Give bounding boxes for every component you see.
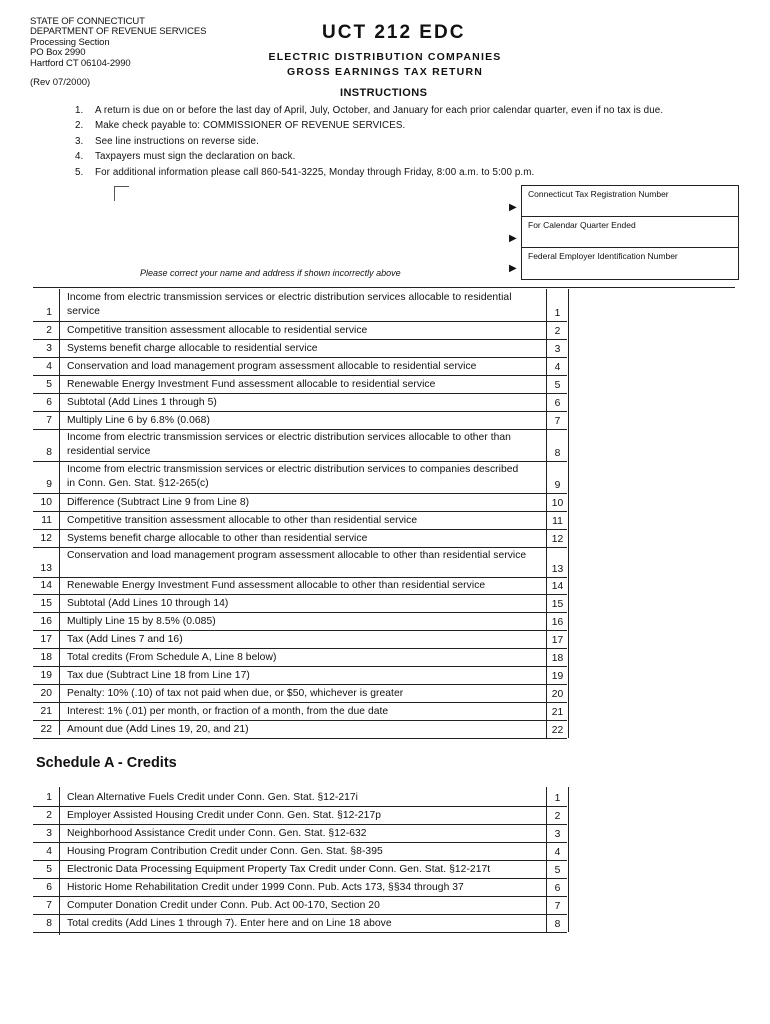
line-number: 20	[40, 688, 52, 699]
instruction-text: For additional information please call 860-541-3225, Monday through Friday, 8:00 a.m. to 5:00 p.m.	[95, 166, 535, 178]
box-number: 18	[551, 653, 564, 664]
amount-entry-field[interactable]	[546, 411, 569, 429]
instruction-number: 1.	[75, 105, 84, 116]
instruction-text: See line instructions on reverse side.	[95, 135, 259, 147]
line-description: Penalty: 10% (.10) of tax not paid when due, or $50, whichever is greater	[67, 688, 404, 699]
amount-entry-field[interactable]	[546, 612, 569, 630]
form-line-row	[33, 577, 567, 594]
line-number: 1	[46, 307, 52, 318]
agency-line: DEPARTMENT OF REVENUE SERVICES	[30, 26, 207, 38]
agency-line: Processing Section	[30, 36, 110, 48]
line-number: 2	[46, 810, 52, 821]
schedule-a-lines	[33, 787, 567, 935]
instructions-title: INSTRUCTIONS	[340, 87, 428, 99]
form-line-row	[33, 429, 567, 461]
line-number: 14	[40, 580, 52, 591]
line-number: 15	[40, 598, 52, 609]
line-description: Competitive transition assessment allocable to other than residential service	[67, 515, 418, 526]
form-line-row	[33, 878, 567, 896]
box-number: 12	[551, 534, 564, 545]
form-line-row	[33, 842, 567, 860]
form-line-row	[33, 630, 567, 648]
instruction-text: Taxpayers must sign the declaration on back.	[95, 151, 296, 163]
form-line-row	[33, 493, 567, 511]
taxpayer-id-box	[521, 185, 739, 280]
form-line-row	[33, 529, 567, 547]
line-number: 22	[40, 724, 52, 735]
line-description: Interest: 1% (.01) per month, or fraction of a month, from the due date	[67, 706, 389, 717]
amount-entry-field[interactable]	[546, 648, 569, 666]
agency-line: STATE OF CONNECTICUT	[30, 16, 145, 27]
amount-entry-field[interactable]	[546, 824, 569, 842]
line-description: Conservation and load management program assessment allocable to other than residential service	[67, 550, 527, 561]
form-line-row	[33, 289, 567, 321]
form-line-row	[33, 806, 567, 824]
line-number: 16	[40, 616, 52, 627]
line-number: 6	[46, 397, 52, 408]
line-description: Total credits (From Schedule A, Line 8 below)	[67, 652, 277, 663]
instruction-item	[75, 103, 663, 118]
form-line-row	[33, 461, 567, 493]
line-description: Multiply Line 6 by 6.8% (0.068)	[67, 415, 210, 426]
line-description: Amount due (Add Lines 19, 20, and 21)	[67, 724, 249, 735]
form-line-row	[33, 666, 567, 684]
box-number: 5	[554, 865, 561, 876]
line-description: Tax (Add Lines 7 and 16)	[67, 634, 183, 645]
divider	[33, 287, 735, 288]
return-lines	[33, 289, 567, 735]
form-line-row	[33, 648, 567, 666]
arrow-icon: ▶	[509, 233, 517, 244]
form-line-row	[33, 914, 567, 932]
line-number: 3	[46, 343, 52, 354]
line-number: 18	[40, 652, 52, 663]
box-number: 6	[554, 398, 561, 409]
line-number: 13	[40, 563, 52, 574]
line-number: 10	[40, 497, 52, 508]
tax-registration-number-field[interactable]	[522, 186, 738, 217]
box-number: 2	[554, 811, 561, 822]
tax-registration-label: Connecticut Tax Registration Number	[528, 189, 669, 199]
instruction-number: 3.	[75, 135, 84, 147]
amount-entry-field[interactable]	[546, 547, 569, 577]
box-number: 7	[554, 901, 561, 912]
form-number: UCT 212 EDC	[322, 22, 466, 43]
line-number: 9	[46, 479, 52, 490]
line-description: Neighborhood Assistance Credit under Conn. Gen. Stat. §12-632	[67, 828, 367, 839]
form-line-row	[33, 393, 567, 411]
instruction-item	[75, 118, 663, 133]
instruction-number: 4.	[75, 151, 84, 163]
line-number: 3	[46, 828, 52, 839]
box-number: 19	[551, 671, 564, 682]
line-description: Systems benefit charge allocable to residential service	[67, 343, 318, 354]
amount-entry-field[interactable]	[546, 289, 569, 321]
amount-entry-field[interactable]	[546, 529, 569, 547]
amount-entry-field[interactable]	[546, 896, 569, 914]
instruction-number: 2.	[75, 120, 84, 132]
form-line-row	[33, 321, 567, 339]
calendar-quarter-field[interactable]	[522, 217, 738, 248]
form-line-row	[33, 411, 567, 429]
line-description: Subtotal (Add Lines 1 through 5)	[67, 397, 217, 408]
fein-label: Federal Employer Identification Number	[528, 251, 678, 261]
row-rule	[33, 932, 567, 933]
instruction-text: A return is due on or before the last day of April, July, October, and January for each prior calendar quarter, even if no tax is due.	[95, 105, 664, 116]
amount-entry-field[interactable]	[546, 357, 569, 375]
line-number: 8	[46, 447, 52, 458]
box-number: 17	[551, 635, 564, 646]
line-number: 7	[46, 415, 52, 426]
fein-field[interactable]	[522, 248, 738, 279]
amount-entry-field[interactable]	[546, 720, 569, 738]
line-description: Competitive transition assessment allocable to residential service	[67, 325, 368, 336]
line-description: Income from electric transmission services or electric distribution services allocable to other than residential service	[67, 432, 511, 457]
amount-entry-field[interactable]	[546, 577, 569, 594]
box-number: 20	[551, 689, 564, 700]
form-line-row	[33, 547, 567, 577]
form-line-row	[33, 339, 567, 357]
instructions-list	[75, 103, 663, 180]
line-number: 5	[46, 379, 52, 390]
line-number: 5	[46, 864, 52, 875]
box-number: 5	[554, 380, 561, 391]
form-line-row	[33, 594, 567, 612]
line-number: 17	[40, 634, 52, 645]
line-description: Tax due (Subtract Line 18 from Line 17)	[67, 670, 250, 681]
form-line-row	[33, 612, 567, 630]
form-line-row	[33, 702, 567, 720]
line-number: 6	[46, 882, 52, 893]
amount-entry-field[interactable]	[546, 914, 569, 932]
agency-line: Hartford CT 06104-2990	[30, 57, 131, 69]
box-number: 4	[554, 847, 561, 858]
box-number: 9	[554, 480, 561, 491]
amount-entry-field[interactable]	[546, 511, 569, 529]
line-number: 12	[40, 533, 52, 544]
line-description: Renewable Energy Investment Fund assessment allocable to other than residential service	[67, 580, 486, 591]
arrow-icon: ▶	[509, 202, 517, 213]
form-line-row	[33, 787, 567, 806]
box-number: 16	[551, 617, 564, 628]
box-number: 7	[554, 416, 561, 427]
amount-entry-field[interactable]	[546, 787, 569, 806]
line-description: Clean Alternative Fuels Credit under Conn. Gen. Stat. §12-217i	[67, 792, 359, 803]
box-number: 22	[551, 725, 564, 736]
amount-entry-field[interactable]	[546, 461, 569, 493]
line-number: 2	[46, 325, 52, 336]
form-line-row	[33, 357, 567, 375]
box-number: 14	[551, 581, 564, 592]
line-description: Systems benefit charge allocable to other than residential service	[67, 533, 368, 544]
line-number: 19	[40, 670, 52, 681]
revision-date: (Rev 07/2000)	[30, 77, 91, 88]
line-description: Subtotal (Add Lines 10 through 14)	[67, 598, 229, 609]
line-description: Income from electric transmission services or electric distribution services to companies described in Conn. Gen. Stat. §12-265(c)	[67, 464, 519, 489]
amount-entry-field[interactable]	[546, 429, 569, 461]
amount-entry-field[interactable]	[546, 702, 569, 720]
line-number: 4	[46, 361, 52, 372]
form-line-row	[33, 860, 567, 878]
form-line-row	[33, 824, 567, 842]
box-number: 21	[551, 707, 564, 718]
line-description: Renewable Energy Investment Fund assessment allocable to residential service	[67, 379, 436, 390]
box-number: 2	[554, 326, 561, 337]
address-corner-mark	[114, 186, 129, 201]
box-number: 15	[551, 599, 564, 610]
line-number: 7	[46, 900, 52, 911]
line-description: Multiply Line 15 by 8.5% (0.085)	[67, 616, 216, 627]
line-description: Historic Home Rehabilitation Credit under 1999 Conn. Pub. Acts 173, §§34 through 37	[67, 882, 464, 893]
instruction-text: Make check payable to: COMMISSIONER OF REVENUE SERVICES.	[95, 120, 406, 132]
row-rule	[33, 738, 567, 739]
line-number: 8	[46, 918, 52, 929]
box-number: 8	[554, 919, 561, 930]
arrow-icon: ▶	[509, 263, 517, 274]
subtitle-line-1: ELECTRIC DISTRIBUTION COMPANIES	[268, 51, 502, 63]
line-description: Difference (Subtract Line 9 from Line 8)	[67, 497, 250, 508]
amount-entry-field[interactable]	[546, 375, 569, 393]
box-number: 3	[554, 344, 561, 355]
amount-entry-field[interactable]	[546, 594, 569, 612]
amount-entry-field[interactable]	[546, 393, 569, 411]
amount-entry-field[interactable]	[546, 339, 569, 357]
amount-entry-field[interactable]	[546, 806, 569, 824]
amount-entry-field[interactable]	[546, 630, 569, 648]
form-subtitle	[240, 50, 530, 79]
box-number: 13	[551, 564, 564, 575]
box-number: 1	[554, 308, 561, 319]
amount-entry-field[interactable]	[546, 878, 569, 896]
box-number: 1	[554, 793, 561, 804]
line-description: Housing Program Contribution Credit under Conn. Gen. Stat. §8-395	[67, 846, 383, 857]
box-number: 11	[552, 516, 563, 527]
calendar-quarter-label: For Calendar Quarter Ended	[528, 220, 636, 230]
line-number: 21	[40, 706, 52, 717]
instruction-number: 5.	[75, 166, 84, 178]
amount-entry-field[interactable]	[546, 684, 569, 702]
form-line-row	[33, 511, 567, 529]
amount-entry-field[interactable]	[546, 860, 569, 878]
address-correction-note: Please correct your name and address if shown incorrectly above	[140, 268, 401, 278]
instruction-item	[75, 149, 663, 164]
box-number: 8	[554, 448, 561, 459]
line-description: Computer Donation Credit under Conn. Pub. Act 00-170, Section 20	[67, 900, 380, 911]
form-line-row	[33, 684, 567, 702]
instruction-item	[75, 165, 663, 180]
line-number: 4	[46, 846, 52, 857]
form-line-row	[33, 720, 567, 738]
box-number: 6	[554, 883, 561, 894]
box-number: 4	[554, 362, 561, 373]
amount-entry-field[interactable]	[546, 493, 569, 511]
box-number: 3	[554, 829, 561, 840]
schedule-a-title: Schedule A - Credits	[36, 755, 177, 771]
box-number: 10	[551, 498, 564, 509]
line-number: 11	[41, 515, 52, 526]
subtitle-line-2: GROSS EARNINGS TAX RETURN	[286, 65, 484, 78]
instruction-item	[75, 134, 663, 149]
line-description: Total credits (Add Lines 1 through 7). Enter here and on Line 18 above	[67, 918, 392, 929]
agency-line: PO Box 2990	[30, 47, 86, 59]
line-description: Employer Assisted Housing Credit under Conn. Gen. Stat. §12-217p	[67, 810, 381, 821]
form-line-row	[33, 375, 567, 393]
form-line-row	[33, 896, 567, 914]
amount-entry-field[interactable]	[546, 666, 569, 684]
amount-entry-field[interactable]	[546, 842, 569, 860]
line-description: Income from electric transmission services or electric distribution services allocable to residential service	[67, 292, 512, 317]
line-description: Conservation and load management program assessment allocable to residential service	[67, 361, 477, 372]
line-description: Electronic Data Processing Equipment Property Tax Credit under Conn. Gen. Stat. §12-217t	[67, 864, 491, 875]
amount-entry-field[interactable]	[546, 321, 569, 339]
line-number: 1	[46, 792, 52, 803]
agency-address	[30, 17, 206, 69]
